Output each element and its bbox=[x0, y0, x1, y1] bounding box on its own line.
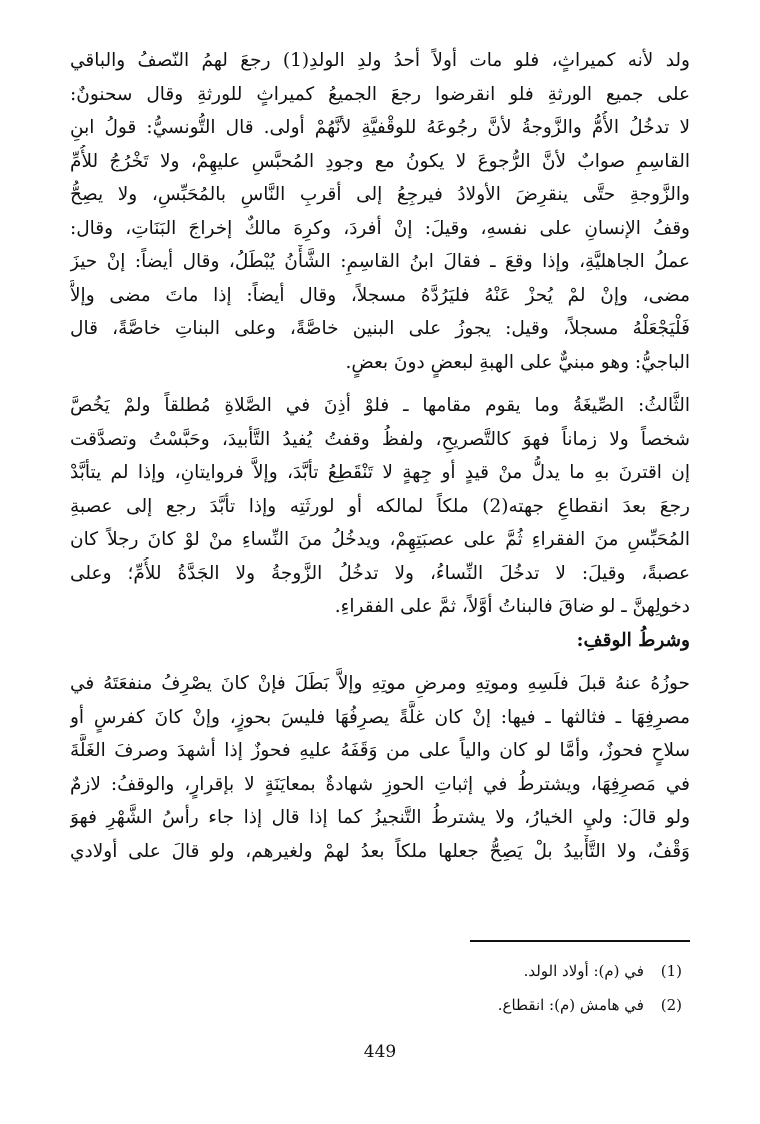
footnote-item bbox=[498, 988, 682, 1022]
text-line: عصبةً، وقيلَ: لا تدخُلَ النِّساءُ، ولا تدخُلُ الزَّوجةُ ولا الجَدَّةُ للأُمِّ؛ وعلى bbox=[70, 562, 690, 584]
text-line: دخولِهنَّ ـ لو ضاقَ فالبناتُ أوَّلاً، ثمَّ على الفقراءِ. bbox=[334, 596, 690, 617]
paragraph-inheritance bbox=[70, 44, 690, 379]
book-page bbox=[70, 44, 690, 1124]
text-line: في مَصرِفِهَا، ويشترطُ في إثباتِ الحوزِ شهادةٌ بمعايَنَةٍ لا بإقرارٍ، والوقفُ: لازمٌ bbox=[70, 773, 690, 795]
text-line: المُحَبِّسِ منَ الفقراءِ ثُمَّ على عصبَتِهِمْ، ويدخُلُ منَ النِّساءِ منْ لوْ كانَ رجلاً كان bbox=[70, 529, 690, 550]
footnote-marker: (1) bbox=[660, 962, 682, 980]
text-line: الثَّالثُ: الصِّيغَةُ وما يقوم مقامها ـ فلوْ أذِنَ في الصَّلاةِ مُطلقاً ولمْ يَخُصَّ bbox=[70, 395, 690, 416]
footnote-item bbox=[498, 954, 682, 988]
text-line: ولو قالَ: وليِ الخيارُ، ولا يشترطُ التَّنجيزُ كما إذا قال إذا جاء رأسُ الشَّهْرِ فهوَ bbox=[70, 807, 690, 828]
paragraph-third-formula bbox=[70, 389, 690, 624]
text-line: فَلْيَجْعَلْهُ مسجلاً، وقيل: يجوزُ على البنين خاصَّةً، وعلى البناتِ خاصَّةً، قال bbox=[70, 318, 690, 339]
footnote-text: في (م): أولاد الولد. bbox=[523, 962, 644, 980]
paragraph-spacer bbox=[70, 379, 690, 389]
text-line: شخصاً ولا زماناً فهوَ كالتَّصريحِ، ولفظُ وقفتُ يُفيدُ التَّأبيدَ، وحَبَّسْتُ وتصدَّقت bbox=[70, 428, 690, 450]
text-line: مضى، وإنْ لمْ يُحزْ عَنْهُ فليَرُدَّهُ مسجلاً، وقال أيضاً: إذا ماتَ مضى وإلاَّ bbox=[70, 284, 690, 306]
main-text bbox=[70, 44, 690, 868]
paragraph-spacer bbox=[70, 657, 690, 667]
page-number: 449 bbox=[363, 1042, 397, 1062]
text-line: الباجيُّ: وهو مبنيٌّ على الهبةِ لبعضٍ دونَ بعضٍ. bbox=[345, 351, 690, 373]
text-line: ولد لأنه كميراثٍ، فلو مات أولاً أحدُ ولدِ الولدِ(1) رجعَ لهمُ النّصفُ والباقي bbox=[70, 50, 690, 71]
text-line: رجعَ بعدَ انقطاعِ جهته(2) ملكاً لمالكه أو لورثَتِه وإذا تأبَّدَ رجع إلى عصبةِ bbox=[70, 495, 690, 517]
footnote-marker: (2) bbox=[660, 996, 682, 1014]
text-line: لا تدخُلُ الأُمُّ والزَّوجةُ لأنَّ رجُوعَهُ للوقْفيَّةِ لأنَّهُمْ أولى. قال التُّونسيُّ: قولُ ابنِ bbox=[70, 117, 690, 138]
text-line: حوزُهُ عنهُ قبلَ فلَسِهِ وموتِهِ ومرضِ موتِهِ وإلاَّ بَطَلَ فإنْ كانَ يصْرِفُ منفعَتَهُ في bbox=[70, 673, 690, 694]
footnote-text: في هامش (م): انقطاع. bbox=[497, 996, 644, 1014]
text-line: وقفُ الإنسانِ على نفسهِ، وقيلَ: إنْ أفردَ، وكرِهَ مالكٌ إخراجَ البَنَاتِ، وقال: bbox=[70, 217, 690, 239]
text-line: إن اقترنَ بهِ ما يدلُّ منْ قيدٍ أو جِهةٍ لا تَنْقَطِعُ تأبَّدَ، وإلاَّ فروايتانِ، وإذا لم يتأبَّدْ bbox=[70, 462, 690, 483]
section-heading: وشرطُ الوقفِ: bbox=[576, 629, 690, 651]
text-line: عملُ الجاهليَّةِ، وإذا وقعَ ـ فقالَ ابنُ القاسِمِ: الشَّأْنُ يُبْطَلُ، وقال أيضاً: إنْ حيزَ bbox=[70, 251, 690, 272]
paragraph-possession bbox=[70, 667, 690, 868]
text-line: والزَّوجةِ حتَّى ينقرِضَ الأولادُ فيرجِعُ إلى أقربِ النَّاسِ بالمُحَبِّسِ، ولا يصِحُّ bbox=[70, 184, 690, 205]
text-line: سلاحٍ فحوزٌ، وأمَّا لو كان والياً على من وَقَفَهُ عليهِ فحوزٌ إذا أشهدَ وصرفَ الغَلَّةَ bbox=[70, 740, 690, 761]
section-heading-condition bbox=[70, 624, 690, 658]
text-line: على جميع الورثةِ فلو انقرضوا رجعَ الجميعُ كميراثٍ للورثةِ وقال سحنونٌ: bbox=[70, 83, 690, 105]
text-line: مصرِفِهَا ـ فثالثها ـ فيها: إنْ كان غلَّةً يصرِفُهَا فليسَ بحوزٍ، وإنْ كانَ كفرسٍ أو bbox=[70, 706, 690, 728]
text-line: القاسِمِ صوابٌ لأنَّ الرُّجوعَ لا يكونُ مع وجودِ المُحبَّسِ عليهِمْ، ولا تَخْرُجُ للأُمِّ bbox=[70, 150, 690, 172]
text-line: وَقْفٌ، ولا التَّأْبيدُ بلْ يَصِحُّ جعلها ملكاً بعدُ لهمْ ولغيرهم، ولو قالَ على أولادي bbox=[70, 840, 690, 862]
footnote-separator bbox=[470, 940, 690, 942]
footnotes bbox=[498, 954, 682, 1022]
